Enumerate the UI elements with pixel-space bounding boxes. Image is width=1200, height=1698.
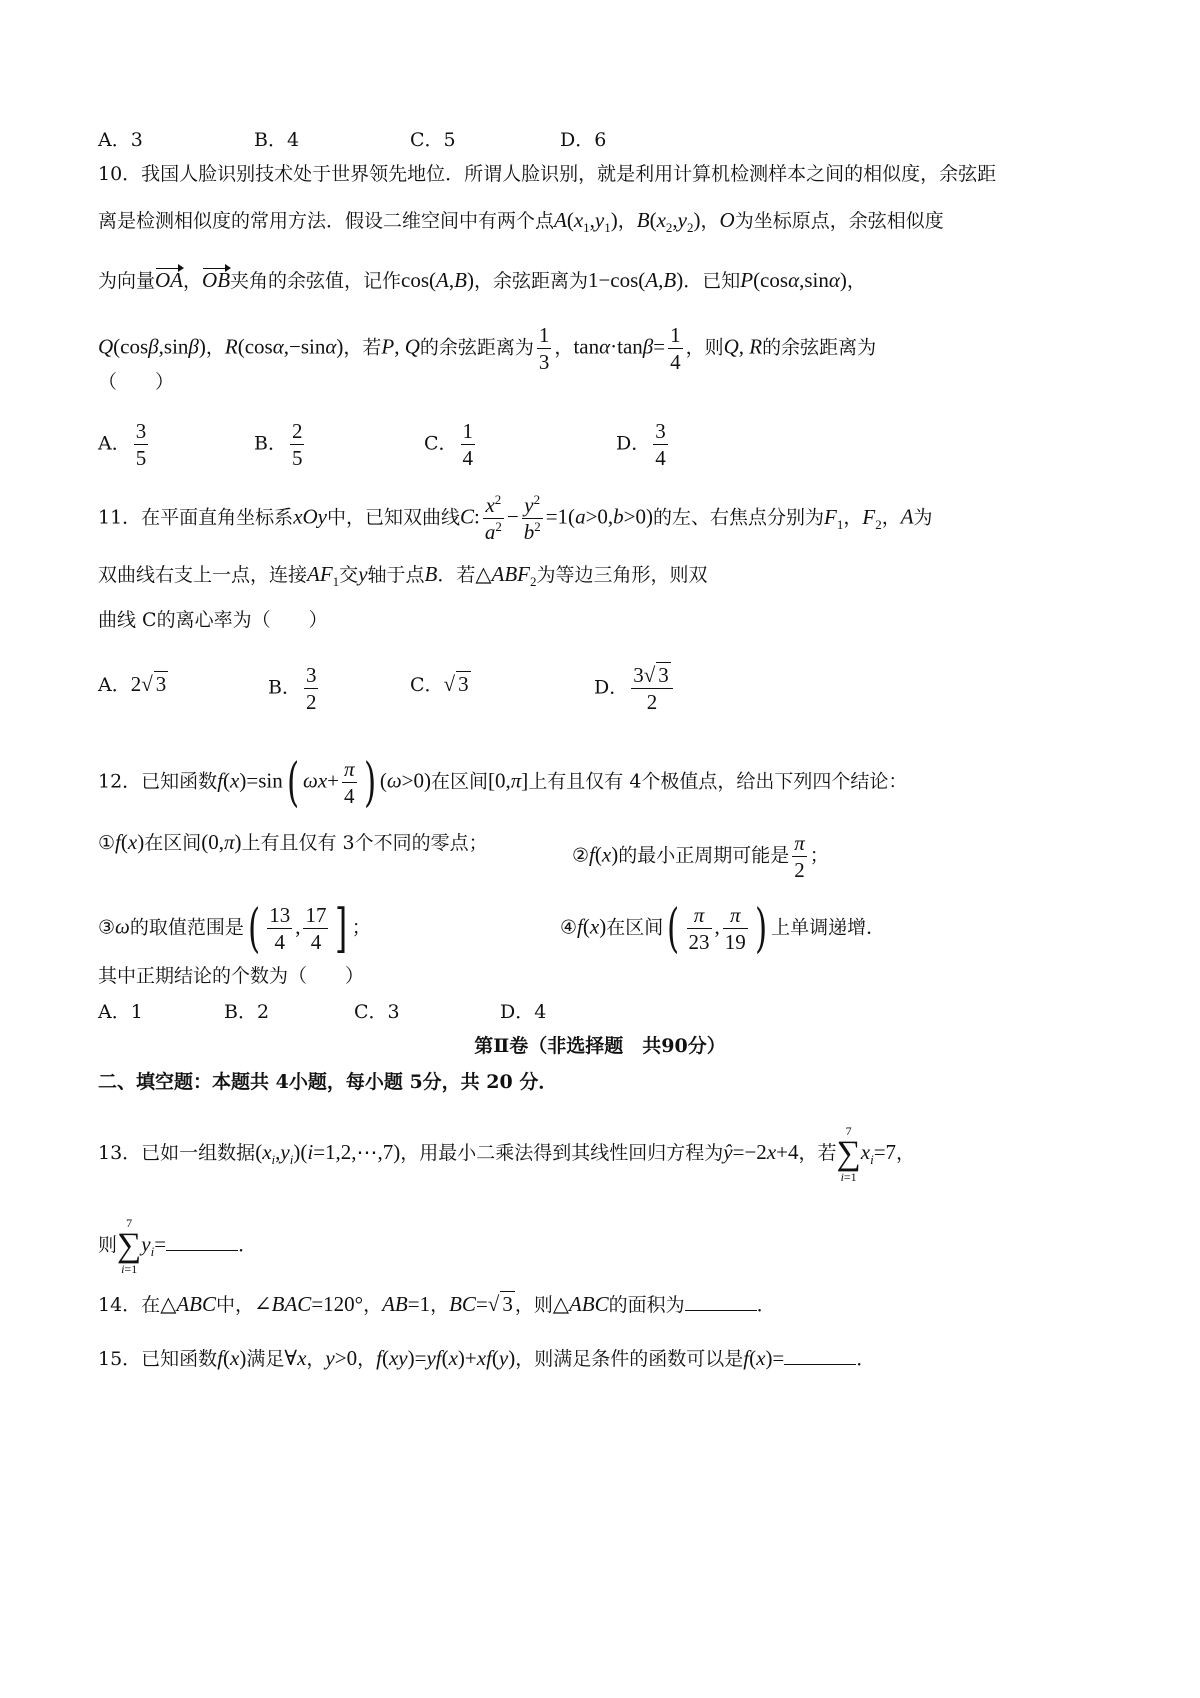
q11-option-b: B． $\frac{3}{2}$ [268, 663, 317, 714]
section-title: 第Ⅱ卷（非选择题 共90分） [474, 1035, 726, 1057]
q15-line: 15．已知函数f(x)满足∀x，y>0，f(xy)=yf(x)+xf(y)，则满足条件的函数可以是f(x)= ． [98, 1346, 876, 1370]
q14-answer-blank[interactable] [685, 1292, 757, 1311]
q10-option-b: B． $\frac{2}{5}$ [254, 419, 303, 470]
q11-line-1: 11．在平面直角坐标系xOy中，已知双曲线C: $\frac{x^2}{a^2}$ − $\frac{y^2}{b^2}$ =1(a>0,b>0)的左、右焦点分别为$F_1$，$F_2$，A为 [98, 492, 933, 544]
q10-option-a: A． $\frac{3}{5}$ [98, 419, 147, 470]
q10-line-1: 10．我国人脸识别技术处于世界领先地位．所谓人脸识别，就是利用计算机检测样本之间的相似度，余弦距 [98, 163, 997, 185]
q10-line-2: 离是检测相似度的常用方法．假设二维空间中有两个点$A(x_1,y_1)$，$B(x_2,y_2)$，O为坐标原点，余弦相似度 [98, 208, 944, 236]
q12-conclusion-3: ③ω的取值范围是( $\frac{13}{4}$ , $\frac{17}{4}$ ] ； [98, 898, 371, 959]
q14-line: 14．在△ABC中，∠BAC=120°，AB=1，BC=√ 3 ，则△ABC的面积为 ． [98, 1292, 776, 1316]
q10-option-c: C． $\frac{1}{4}$ [424, 419, 474, 470]
q11-line-2: 双曲线右支上一点，连接$AF_1$交y轴于点B．若$\triangle ABF_2$为等边三角形，则双 [98, 562, 708, 590]
q11-option-d: D． $\frac{3√ 3}{2}$ [594, 662, 676, 715]
q12-option-d: D．4 [500, 1001, 547, 1023]
q12-option-b: B．2 [224, 1001, 270, 1023]
q12-ask: 其中正期结论的个数为（ ） [98, 965, 365, 987]
q12-option-a: A．1 [98, 1001, 143, 1023]
q10-line-4: Q(cosβ,sinβ)，R(cosα,−sinα)，若P, Q的余弦距离为 $\frac{1}{3}$ ，tanα·tanβ= $\frac{1}{4}$ ，则Q, R的余弦距离为 [98, 323, 877, 374]
q12-option-c: C．3 [354, 1001, 400, 1023]
q12-line-1: 12．已知函数f(x)=sin( ωx+ $\frac{\pi}{4}$ ) (ω>0)在区间[0,π]上有且仅有 4个极值点，给出下列四个结论： [98, 752, 908, 813]
q10-line-3: 为向量OA，OB夹角的余弦值，记作cos(A,B)，余弦距离为1−cos(A,B)．已知P(cosα,sinα)， [98, 268, 866, 292]
q9-option-b: B．4 [254, 129, 300, 151]
q11-option-a: A．2√ 3 [98, 672, 167, 696]
q15-answer-blank[interactable] [784, 1346, 856, 1365]
q13-line-1: 13．已如一组数据$(x_i,y_i)(i=1,2,\cdots,7)$，用最小二乘法得到其线性回归方程为ŷ=−2x+4，若 7 ∑ i=1 $x_i=7$， [98, 1124, 916, 1184]
q12-conclusion-4: ④f(x)在区间( $\frac{\pi}{23}$ , $\frac{\pi}{19}$ ) 上单调递增． [560, 898, 886, 959]
q12-conclusion-2: ②f(x)的最小正周期可能是 $\frac{\pi}{2}$ ； [572, 831, 829, 882]
q11-line-3: 曲线 C的离心率为（ ） [98, 609, 328, 631]
q13-answer-blank[interactable] [166, 1232, 238, 1251]
q12-conclusion-1: ①f(x)在区间(0,π)上有且仅有 3个不同的零点； [98, 830, 488, 854]
q9-option-c: C．5 [410, 129, 456, 151]
q13-line-2: 则 7 ∑ i=1 $y_i=$ ． [98, 1216, 258, 1276]
fill-header: 二、填空题：本题共 4小题，每小题 5分，共 20 分． [98, 1071, 558, 1093]
q9-option-a: A．3 [98, 129, 143, 151]
q10-option-d: D． $\frac{3}{4}$ [616, 419, 666, 470]
q11-option-c: C．√ 3 [410, 672, 469, 696]
q9-option-d: D．6 [560, 129, 607, 151]
q10-paren: （ ） [98, 371, 175, 393]
